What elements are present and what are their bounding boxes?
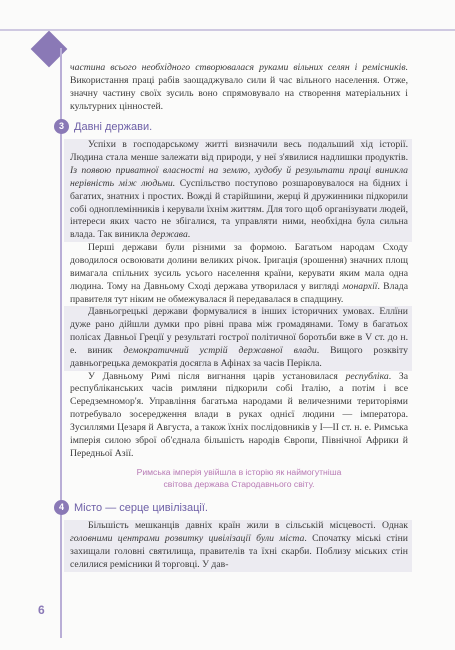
section-4-heading [58,499,408,517]
intro-paragraph [70,62,408,113]
term-run: республіка [345,370,389,382]
shaded-block [64,520,412,571]
page-content [58,62,408,572]
term-run: монархії [342,280,378,292]
paragraph [70,306,408,370]
text-run: Давньогрецькі держави формувалися в інших історичних умовах. Еллїни дуже рано дійшли думки про рівні права між громадянами. Тому в багатьох полісах Давньої Греції у результаті гострої політичної боротьби вже в V ст. до н. е. виник [70,306,408,356]
text-run: Суспільство поступово розшаровувалося на бідних і багатих, знатних і простих. Вожді й старійшини, жерці й дружинники підкорили собі одноплемінників і керували їхнім життям. Для того щоб організувати людей, інтереси яких часто не збігалися, та управляти ними, необхідна була сильна влада. Так виникла [70,177,408,241]
text-run: . Спочатку міські стіни захищали головні святилища, правителів та їхні скарби. Поблизу міських стін селилися ремісники й торговці. У дав- [70,533,408,570]
highlight-quote [70,467,408,490]
emphasis-run: головними центрами розвитку цивілізації були міста [70,533,305,545]
corner-diamond-ornament [31,31,68,68]
section-number-badge: 3 [54,119,69,134]
paragraph [70,242,408,306]
text-run: . Вищого розквіту давньогрецька демократія досягла в Афінах за часів Перікла. [70,344,408,369]
emphasis-run: Із появою приватної власності на землю, худобу й результати праці виникла нерівність між людьми. [70,165,408,189]
quote-line: Римська імперія увійшла в історію як наймогутніша [136,467,342,478]
shaded-block [64,306,412,370]
text-run: Успіхи в господарському житті визначили весь подальший хід історії. Людина стала менше залежати від природи, у неї з'явилися надлишки продуктів. [70,139,408,164]
text-run: . Влада правителя тут ніким не обмежувалася й передавалася в спадщину. [70,280,408,305]
section-title: Місто — серце цивілізації. [74,502,208,515]
top-decoration-bar [0,29,455,31]
text-run: Більшість мешканців давніх країн жили в сільській місцевості. Однак [88,520,408,532]
intro-emphasis: частина всього необхідного створювалася руками вільних селян і ремісників. [70,62,408,73]
paragraph [70,139,408,242]
left-margin-rule [60,48,62,638]
paragraph [70,371,408,461]
term-run: демократичний устрій державної влади [123,344,317,356]
text-run: . [187,229,191,241]
text-run: Перші держави були різними за формою. Багатьом народам Сходу доводилося освоювати долини великих річок. Іригація (зрошення) значних площ вимагала спільних зусиль усього населення країни, керувати яким мала одна людина. Тому на Давньому Сході держава утворилася у вигляді [70,242,408,292]
text-run: У Давньому Римі після вигнання царів установилася [88,370,346,382]
page-number: 6 [38,603,45,617]
shaded-block [64,139,412,242]
paragraph [70,520,408,571]
intro-text: Використання праці рабів заощаджувало сили й час вільного населення. Отже, значну частину своїх зусиль воно спрямовувало на створення матеріальних і культурних цінностей. [70,74,408,112]
term-run: держава [151,229,188,241]
section-number-badge: 4 [54,500,69,515]
section-3-heading [58,118,408,136]
text-run: . За республіканських часів римляни підкорили собі Італію, а потім і все Середземномор'я. Управління багатьма народами й величезними територіями потребувало зосередження влади в руках однієї людини — імператора. Зусиллями Цезаря й Августа, а також їхніх послідовників у І—ІІ ст. н. е. Римська імперія силою зброї об'єднала більшість народів Європи, Північної Африки й Передньої Азії. [70,370,408,459]
quote-line: світова держава Стародавнього світу. [163,478,315,489]
section-title: Давні держави. [74,121,153,134]
